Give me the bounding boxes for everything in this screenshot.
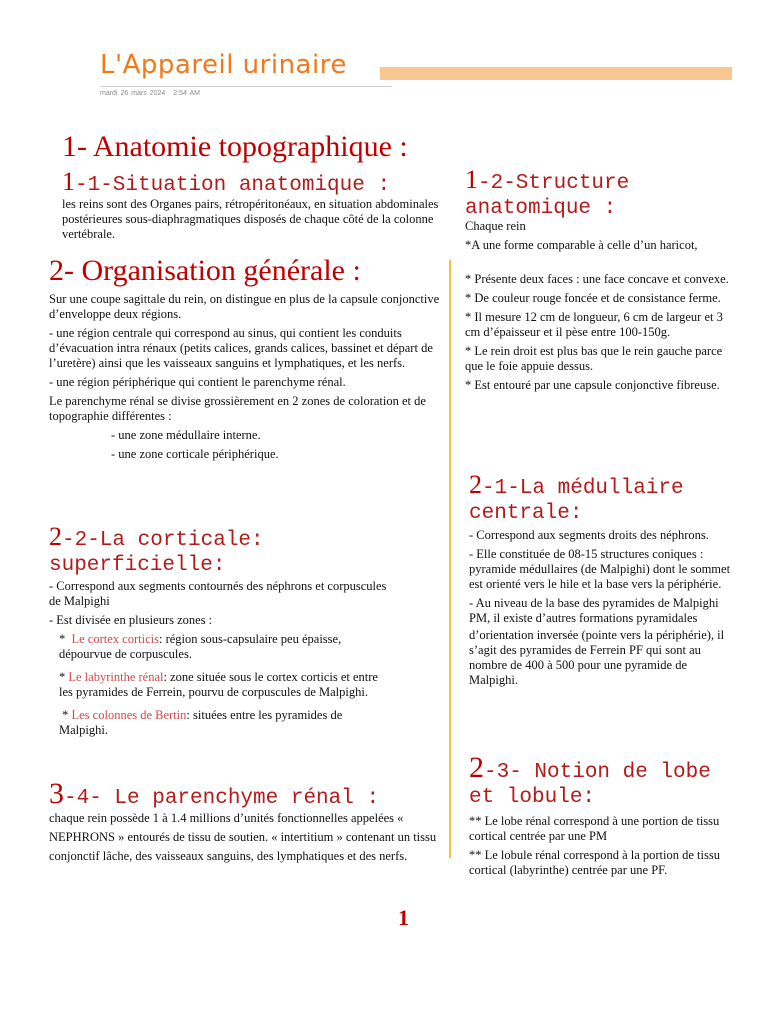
heading-text: -3- Notion de lobe et lobule: [469,761,711,809]
lobe-paragraph: ** Le lobe rénal correspond à une portion de tissu cortical centrée par une PM [469,814,720,843]
heading-number: 1 [62,167,75,196]
column-divider [449,260,451,858]
heading-text: -1-Situation anatomique : [75,174,391,197]
heading-text: -1-La médullaire centrale: [469,477,684,525]
paragraph-parenchyme: chaque rein possède 1 à 1.4 millions d’unités fonctionnelles appelées « NEPHRONS » entourés de tissu de soutien. « intertitium » contenant un tissu conjonctif lâche, des vaisseaux sanguins, des lymphatiques et des nerfs. [49,811,437,863]
heading-medullaire-centrale [469,472,739,526]
structure-paragraph: *A une forme comparable à celle d’un haricot, [465,238,698,252]
title-accent-bar [380,67,732,80]
heading-anatomie-topographique: 1- Anatomie topographique : [62,130,408,163]
organisation-paragraph: Le parenchyme rénal se divise grossièrement en 2 zones de coloration et de topographie différentes : [49,394,426,423]
heading-situation-anatomique [62,169,452,198]
page-number: 1 [398,905,409,930]
term-cortex-corticis: Le cortex corticis [71,632,159,646]
medullaire-paragraph: - Au niveau de la base des pyramides de Malpighi PM, il existe d’autres formations pyramidales [469,596,719,625]
heading-number: 1 [465,165,478,194]
heading-text: -2-Structure anatomique : [465,172,630,220]
paragraph-situation: les reins sont des Organes pairs, rétropéritonéaux, en situation abdominales postérieures sous-diaphragmatiques disposés de chaque côté de la colonne vertébrale. [62,197,439,241]
corticale-paragraph: - Correspond aux segments contournés des néphrons et corpuscules de Malpighi [49,579,387,608]
organisation-paragraph: Sur une coupe sagittale du rein, on distingue en plus de la capsule conjonctive d’enveloppe deux régions. [49,292,440,321]
term-colonnes-de-bertin: Les colonnes de Bertin [71,708,187,722]
corticale-zone: * Le labyrinthe rénal: zone située sous le cortex corticis et entre les pyramides de Ferrein, pourvu de corpuscules de Malpighi. [59,670,378,699]
heading-organisation-generale: 2- Organisation générale : [49,254,361,287]
heading-number: 2 [469,470,482,499]
term-labyrinthe-renal: Le labyrinthe rénal [68,670,164,684]
structure-paragraph: * Présente deux faces : une face concave et convexe. [465,272,729,286]
corticale-text-block [49,579,394,742]
heading-lobe-lobule [469,751,729,810]
heading-corticale [49,524,349,578]
zone-item: - une zone corticale périphérique. [111,447,279,461]
structure-text-block [465,219,735,397]
note-time: 2:54 AM [173,90,200,97]
lobe-text-block [469,814,734,882]
structure-paragraph: * De couleur rouge foncée et de consistance ferme. [465,291,721,305]
lobe-paragraph: ** Le lobule rénal correspond à la portion de tissu cortical (labyrinthe) centrée par une PF. [469,848,720,877]
page-title: L'Appareil urinaire [100,50,347,80]
heading-number: 2 [49,522,62,551]
heading-number: 3 [49,777,64,810]
medullaire-paragraph: - Elle constituée de 08-15 structures coniques : pyramide médullaires (de Malpighi) dont le sommet est orienté vers le hile et la base vers la périphérie. [469,547,731,591]
structure-paragraph: * Est entouré par une capsule conjonctive fibreuse. [465,378,720,392]
medullaire-text-block [469,528,734,692]
heading-structure-anatomique [465,167,705,221]
medullaire-paragraph: - Correspond aux segments droits des néphrons. [469,528,709,542]
corticale-zone: * Les colonnes de Bertin: situées entre les pyramides de Malpighi. [59,708,343,737]
organisation-paragraph: - une région centrale qui correspond au sinus, qui contient les conduits d’évacuation intra rénaux (petits calices, grands calices, bassinet et départ de l’uretère) ainsi que les vaisseaux sanguins et lymphatiques, et les nerfs. [49,326,433,370]
heading-number: 2 [469,751,484,784]
corticale-zone: * Le cortex corticis: région sous-capsulaire peu épaisse, dépourvue de corpuscules. [59,632,342,661]
organisation-text-block [49,292,444,466]
structure-paragraph: Chaque rein [465,219,526,233]
corticale-paragraph: - Est divisée en plusieurs zones : [49,613,213,627]
note-date: mardi 26 mars 2024 [100,90,166,97]
organisation-paragraph: - une région périphérique qui contient le parenchyme rénal. [49,375,346,389]
zone-item: - une zone médullaire interne. [111,428,261,442]
structure-paragraph: * Le rein droit est plus bas que le rein gauche parce que le foie appuie dessus. [465,344,723,373]
note-timestamp [100,90,208,97]
heading-parenchyme-renal [49,777,444,811]
heading-text: -4- Le parenchyme rénal : [64,787,380,810]
heading-text: -2-La corticale: superficielle: [49,529,264,577]
structure-paragraph: * Il mesure 12 cm de longueur, 6 cm de largeur et 3 cm d’épaisseur et il pèse entre 100-150g. [465,310,723,339]
medullaire-paragraph: d’orientation inversée (pointe vers la périphérie), il s’agit des pyramides de Ferrein PF qui sont au nombre de 400 à 500 pour une pyramide de Malpighi. [469,628,725,687]
title-underline [100,86,392,87]
